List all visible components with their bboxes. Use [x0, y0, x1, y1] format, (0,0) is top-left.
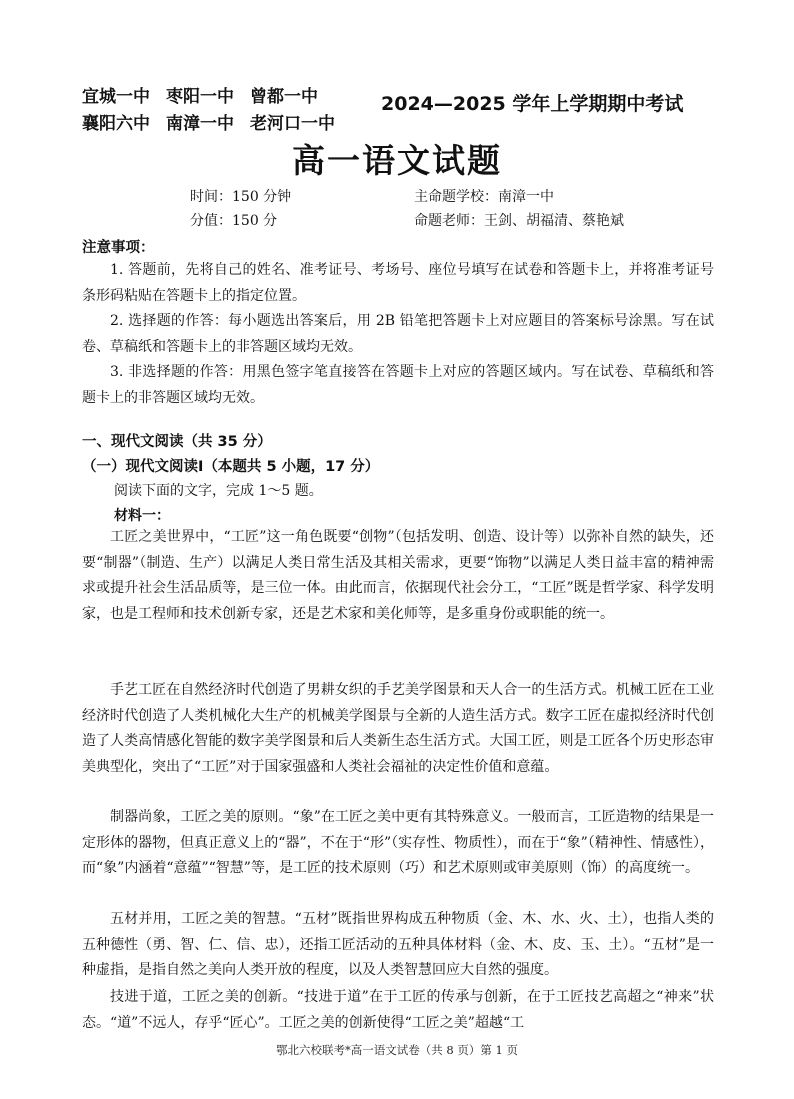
notice-item: 1. 答题前，先将自己的姓名、准考证号、考场号、座位号填写在试卷和答题卡上，并将准考证号条形码粘贴在答题卡上的指定位置。 [82, 262, 714, 304]
setting-teachers: 命题老师：王剑、胡福清、蔡艳斌 [414, 213, 624, 229]
notice-item: 2. 选择题的作答：每小题选出答案后，用 2B 铅笔把答题卡上对应题目的答案标号涂黑。写在试卷、草稿纸和答题卡上的非答题区域均无效。 [82, 313, 714, 355]
school-name: 宜城一中 [82, 87, 150, 107]
reading-instruction: 阅读下面的文字，完成 1～5 题。 [114, 483, 323, 499]
school-name: 枣阳一中 [166, 87, 234, 107]
exam-score: 分值：150 分 [190, 213, 278, 229]
exam-title: 2024—2025 学年上学期期中考试 [381, 93, 684, 115]
school-row-1 [82, 84, 351, 111]
school-name: 襄阳六中 [82, 114, 150, 134]
body-paragraph: 手艺工匠在自然经济时代创造了男耕女织的手艺美学图景和天人合一的生活方式。机械工匠在工业经济时代创造了人类机械化大生产的机械美学图景与全新的人造生活方式。数字工匠在虚拟经济时代创造了人类高情感化智能的数字美学图景和后人类新生态生活方式。大国工匠，则是工匠各个历史形态审美典型化，突出了“工匠”对于国家强盛和人类社会福祉的决定性价值和意蕴。 [82, 682, 714, 775]
material-label: 材料一： [114, 508, 170, 524]
body-paragraph: 工匠之美世界中，“工匠”这一角色既要“创物”（包括发明、创造、设计等）以弥补自然的缺失，还要“制器”（制造、生产）以满足人类日常生活及其相关需求，更要“饰物”以满足人类日益丰富的精神需求或提升社会生活品质等，是三位一体。由此而言，依据现代社会分工，“工匠”既是哲学家、科学发明家，也是工程师和技术创新专家，还是艺术家和美化师等，是多重身份或职能的统一。 [82, 529, 714, 622]
body-paragraph: 五材并用，工匠之美的智慧。“五材”既指世界构成五种物质（金、木、水、火、土），也指人类的五种德性（勇、智、仁、信、忠），还指工匠活动的五种具体材料（金、木、皮、玉、土）。“五材”是一种虚指，是指自然之美向人类开放的程度，以及人类智慧回应大自然的强度。 [82, 911, 714, 978]
section-subtitle: （一）现代文阅读Ⅰ（本题共 5 小题，17 分） [82, 459, 380, 475]
exam-time: 时间：150 分钟 [190, 189, 292, 205]
page-footer: 鄂北六校联考*高一语文试卷（共 8 页）第 1 页 [275, 1043, 518, 1057]
school-name: 南漳一中 [166, 114, 234, 134]
body-paragraph: 制器尚象，工匠之美的原则。“象”在工匠之美中更有其特殊意义。一般而言，工匠造物的结果是一定形体的器物，但真正意义上的“器”，不在于“形”（实存性、物质性），而在于“象”（精神性、情感性），而“象”内涵着“意蕴”“智慧”等，是工匠的技术原则（巧）和艺术原则或审美原则（饰）的高度统一。 [82, 809, 714, 876]
school-row-2 [82, 111, 351, 138]
school-name: 老河口一中 [250, 114, 335, 134]
notice-item: 3. 非选择题的作答：用黑色签字笔直接答在答题卡上对应的答题区域内。写在试卷、草稿纸和答题卡上的非答题区域均无效。 [82, 364, 714, 406]
school-list [82, 84, 351, 138]
body-paragraph: 技进于道，工匠之美的创新。“技进于道”在于工匠的传承与创新，在于工匠技艺高超之“神来”状态。“道”不远人，存乎“匠心”。工匠之美的创新使得“工匠之美”超越“工 [82, 989, 714, 1031]
page-title: 高一语文试题 [292, 141, 502, 180]
section-title: 一、现代文阅读（共 35 分） [82, 434, 272, 450]
school-name: 曾都一中 [250, 87, 318, 107]
notice-heading: 注意事项： [82, 240, 155, 256]
setting-school: 主命题学校：南漳一中 [414, 189, 554, 205]
